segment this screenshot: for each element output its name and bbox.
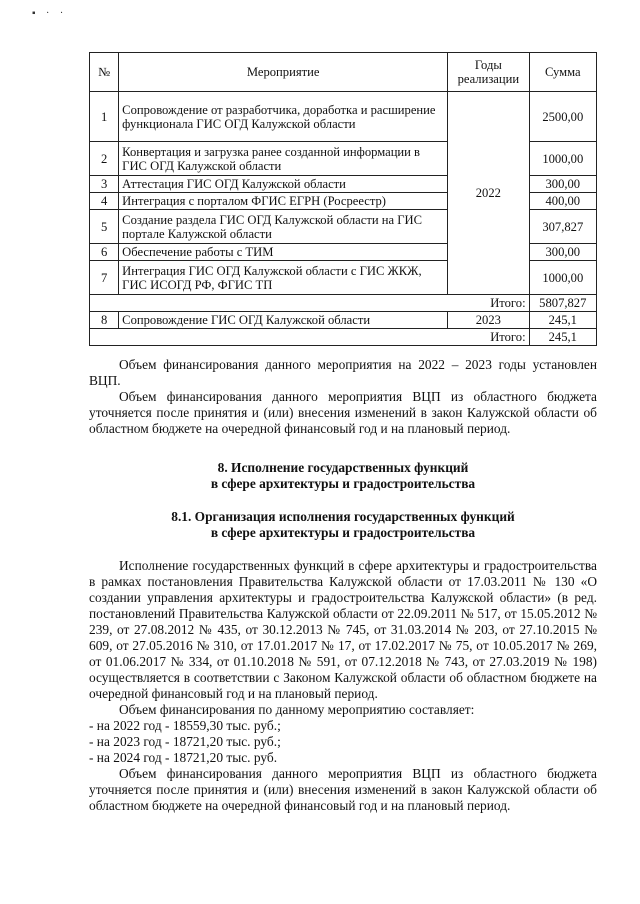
table-total-row bbox=[90, 295, 597, 312]
total-value: 245,1 bbox=[529, 329, 596, 346]
row-num: 2 bbox=[90, 142, 119, 176]
section-heading-8-1 bbox=[89, 509, 597, 541]
heading-line: 8. Исполнение государственных функций bbox=[217, 460, 469, 475]
row-sum: 2500,00 bbox=[529, 92, 596, 142]
row-event: Интеграция ГИС ОГД Калужской области с ГИС ЖКЖ, ГИС ИСОГД РФ, ФГИС ТП bbox=[119, 261, 448, 295]
table-row bbox=[90, 312, 597, 329]
row-sum: 300,00 bbox=[529, 176, 596, 193]
paragraph: Объем финансирования по данному мероприятию составляет: bbox=[119, 702, 475, 717]
row-num: 5 bbox=[90, 210, 119, 244]
table-total-row bbox=[90, 329, 597, 346]
header-sum: Сумма bbox=[529, 53, 596, 92]
heading-line: 8.1. Организация исполнения государственных функций bbox=[171, 509, 515, 524]
header-event: Мероприятие bbox=[119, 53, 448, 92]
body-text-top bbox=[89, 357, 597, 437]
row-sum: 1000,00 bbox=[529, 261, 596, 295]
table-header-row bbox=[90, 53, 597, 92]
row-event: Конвертация и загрузка ранее созданной информации в ГИС ОГД Калужской области bbox=[119, 142, 448, 176]
row-sum: 400,00 bbox=[529, 193, 596, 210]
financing-table bbox=[89, 52, 597, 346]
heading-line: в сфере архитектуры и градостроительства bbox=[210, 476, 476, 491]
row-event: Создание раздела ГИС ОГД Калужской области на ГИС портале Калужской области bbox=[119, 210, 448, 244]
heading-line: в сфере архитектуры и градостроительства bbox=[210, 525, 476, 540]
row-sum: 245,1 bbox=[529, 312, 596, 329]
paragraph: Объем финансирования данного мероприятия ВЦП из областного бюджета уточняется после принятия и (или) внесения изменений в закон Калужской области об областном бюджете на очередной финансовый год и на плановый период. bbox=[89, 389, 597, 436]
row-num: 4 bbox=[90, 193, 119, 210]
row-year: 2023 bbox=[448, 312, 529, 329]
row-sum: 307,827 bbox=[529, 210, 596, 244]
section-heading-8 bbox=[89, 460, 597, 492]
row-num: 6 bbox=[90, 244, 119, 261]
body-text-bottom bbox=[89, 558, 597, 814]
total-value: 5807,827 bbox=[529, 295, 596, 312]
row-event: Сопровождение ГИС ОГД Калужской области bbox=[119, 312, 448, 329]
list-item: - на 2024 год - 18721,20 тыс. руб. bbox=[89, 750, 278, 765]
paragraph: Объем финансирования данного мероприятия ВЦП из областного бюджета уточняется после принятия и (или) внесения изменений в закон Калужской области об областном бюджете на очередной финансовый год и на плановый период. bbox=[89, 766, 597, 813]
row-num: 1 bbox=[90, 92, 119, 142]
paragraph: Объем финансирования данного мероприятия на 2022 – 2023 годы установлен ВЦП. bbox=[89, 357, 597, 388]
total-label: Итого: bbox=[90, 295, 530, 312]
paragraph: Исполнение государственных функций в сфере архитектуры и градостроительства в рамках постановления Правительства Калужской области от 17.03.2011 № 130 «О создании управления архитектуры и градостроительства Калужской области» (в ред. постановлений Правительства Калужской области от 22.09.2011 № 517, от 15.05.2012 № 239, от 27.08.2012 № 435, от 30.12.2013 № 745, от 31.03.2014 № 203, от 27.10.2015 № 609, от 27.05.2016 № 310, от 17.01.2017 № 17, от 17.02.2017 № 75, от 10.05.2017 № 269, от 01.06.2017 № 334, от 01.10.2018 № 591, от 07.12.2018 № 743, от 27.03.2019 № 198) осуществляется в соответствии с Законом Калужской области об областном бюджете на очередной финансовый год и на плановый период. bbox=[89, 558, 597, 701]
list-item: - на 2023 год - 18721,20 тыс. руб.; bbox=[89, 734, 281, 749]
row-num: 3 bbox=[90, 176, 119, 193]
row-event: Обеспечение работы с ТИМ bbox=[119, 244, 448, 261]
row-event: Интеграция с порталом ФГИС ЕГРН (Росреестр) bbox=[119, 193, 448, 210]
header-years: Годы реализации bbox=[448, 53, 529, 92]
table-row bbox=[90, 92, 597, 142]
row-num: 8 bbox=[90, 312, 119, 329]
scan-specks: ▪ · · bbox=[32, 8, 68, 19]
row-num: 7 bbox=[90, 261, 119, 295]
group-year: 2022 bbox=[448, 92, 529, 295]
header-num: № bbox=[90, 53, 119, 92]
row-event: Аттестация ГИС ОГД Калужской области bbox=[119, 176, 448, 193]
list-item: - на 2022 год - 18559,30 тыс. руб.; bbox=[89, 718, 281, 733]
total-label: Итого: bbox=[90, 329, 530, 346]
row-sum: 1000,00 bbox=[529, 142, 596, 176]
row-sum: 300,00 bbox=[529, 244, 596, 261]
row-event: Сопровождение от разработчика, доработка и расширение функционала ГИС ОГД Калужской области bbox=[119, 92, 448, 142]
